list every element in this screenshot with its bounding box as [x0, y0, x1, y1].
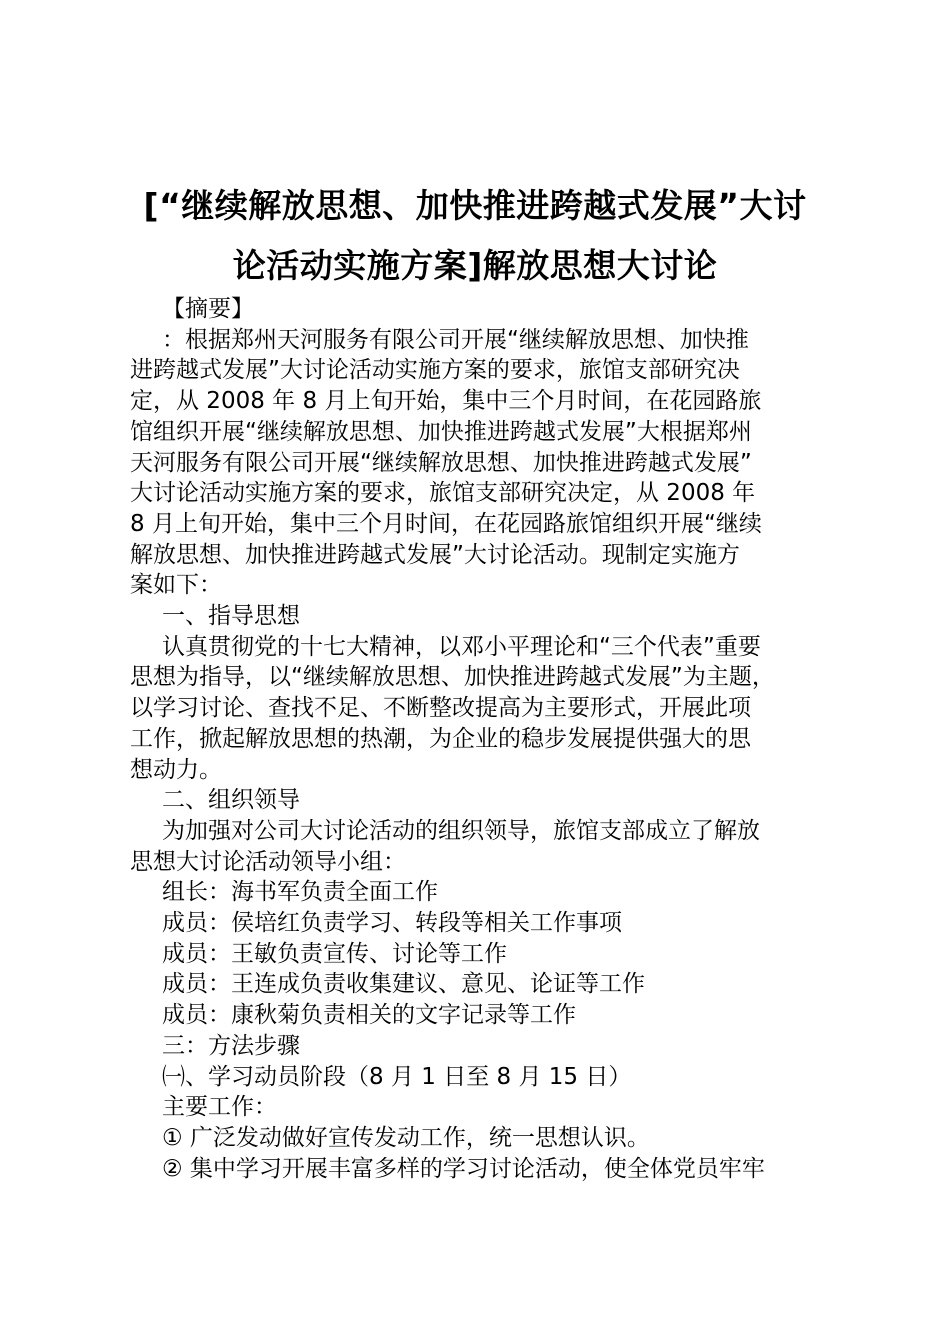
body-line: 【摘要】 — [162, 296, 254, 322]
body-line: ① 广泛发动做好宣传发动工作，统一思想认识。 — [162, 1124, 650, 1151]
body-line: 思想大讨论活动领导小组： — [130, 848, 406, 875]
body-line: 解放思想、加快推进跨越式发展”大讨论活动。现制定实施方 — [130, 541, 740, 568]
body-line: 成员：王连成负责收集建议、意见、论证等工作 — [162, 971, 645, 998]
body-line: 一、指导思想 — [162, 603, 300, 630]
body-line: ② 集中学习开展丰富多样的学习讨论活动，使全体党员牢牢 — [162, 1155, 765, 1182]
body-line: 三：方法步骤 — [162, 1032, 300, 1059]
body-line: 进跨越式发展”大讨论活动实施方案的要求，旅馆支部研究决 — [130, 357, 740, 384]
body-line: 二、组织领导 — [162, 787, 300, 814]
body-line: 案如下： — [130, 572, 222, 599]
body-line: 为加强对公司大讨论活动的组织领导，旅馆支部成立了解放 — [162, 817, 760, 844]
body-line: 想动力。 — [130, 756, 222, 783]
body-line: 成员：康秋菊负责相关的文字记录等工作 — [162, 1002, 576, 1029]
body-line: 以学习讨论、查找不足、不断整改提高为主要形式，开展此项 — [130, 695, 751, 722]
document-title-line-2: 论活动实施方案]解放思想大讨论 — [232, 246, 718, 285]
body-line: 定，从 2008 年 8 月上旬开始，集中三个月时间，在花园路旅 — [130, 388, 762, 415]
body-line: 认真贯彻党的十七大精神，以邓小平理论和“三个代表”重要 — [162, 633, 761, 660]
body-line: 8 月上旬开始，集中三个月时间，在花园路旅馆组织开展“继续 — [130, 510, 762, 537]
document-body — [130, 294, 850, 1184]
body-line: 成员：侯培红负责学习、转段等相关工作事项 — [162, 910, 622, 937]
body-line: 天河服务有限公司开展“继续解放思想、加快推进跨越式发展” — [130, 449, 752, 476]
body-line: 成员：王敏负责宣传、讨论等工作 — [162, 940, 507, 967]
body-line: 组长：海书军负责全面工作 — [162, 879, 438, 906]
body-line: 馆组织开展“继续解放思想、加快推进跨越式发展”大根据郑州 — [130, 418, 752, 445]
body-line: 大讨论活动实施方案的要求，旅馆支部研究决定，从 2008 年 — [130, 480, 756, 507]
body-line: 主要工作： — [162, 1094, 277, 1121]
body-line: 工作，掀起解放思想的热潮，为企业的稳步发展提供强大的思 — [130, 725, 751, 752]
body-line: ：根据郑州天河服务有限公司开展“继续解放思想、加快推 — [162, 326, 749, 353]
body-line: ㈠、学习动员阶段（8 月 1 日至 8 月 15 日） — [162, 1063, 632, 1090]
document-title-line-1: [“继续解放思想、加快推进跨越式发展”大讨 — [143, 186, 807, 225]
body-line: 思想为指导，以“继续解放思想、加快推进跨越式发展”为主题， — [130, 664, 775, 691]
